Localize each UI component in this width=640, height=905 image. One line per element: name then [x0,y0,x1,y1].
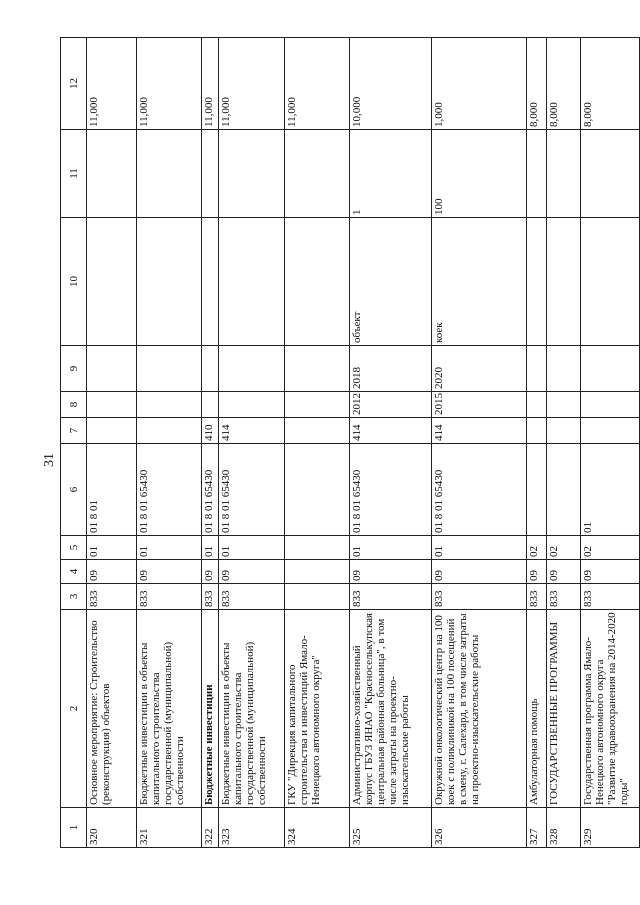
cell-col-7 [547,418,581,444]
cell-col-7: 414 [431,418,526,444]
cell-col-2: ГКУ "Дирекция капитального строительства и инвестиций Ямало-Ненецкого автономного округа" [284,610,350,808]
cell-col-8: 2012 [350,392,431,418]
cell-col-6: 01 8 01 65430 [431,444,526,536]
cell-col-6: 01 8 01 65430 [202,444,219,536]
cell-col-1: 322 [202,808,219,848]
table-row [547,38,581,848]
cell-col-2: Государственная программа Ямало-Ненецкого автономного округа "Развитие здравоохранения на 2014-2020 годы" [581,610,640,808]
cell-col-9 [547,346,581,392]
cell-col-10 [526,218,546,346]
cell-col-3: 833 [87,584,137,610]
cell-col-5: 02 [526,536,546,560]
cell-col-11: 1 [350,130,431,218]
cell-col-9 [136,346,202,392]
cell-col-4: 09 [581,560,640,584]
cell-col-6: 01 [581,444,640,536]
cell-col-4: 09 [136,560,202,584]
header-cell: 10 [61,218,87,346]
cell-col-5: 01 [350,536,431,560]
cell-col-3: 833 [202,584,219,610]
cell-col-3: 833 [431,584,526,610]
cell-col-7: 414 [219,418,285,444]
cell-col-12: 11,000 [136,38,202,130]
cell-col-3: 833 [581,584,640,610]
cell-col-9: 2018 [350,346,431,392]
cell-col-8 [136,392,202,418]
header-cell: 5 [61,536,87,560]
cell-col-4 [284,560,350,584]
cell-col-8 [547,392,581,418]
cell-col-9 [202,346,219,392]
table-row [526,38,546,848]
cell-col-10 [547,218,581,346]
table-row [431,38,526,848]
cell-col-8 [581,392,640,418]
cell-col-5: 02 [547,536,581,560]
header-cell: 7 [61,418,87,444]
header-cell: 3 [61,584,87,610]
cell-col-10: объект [350,218,431,346]
rotated-page [60,38,640,848]
header-cell: 2 [61,610,87,808]
cell-col-7 [526,418,546,444]
cell-col-1: 327 [526,808,546,848]
cell-col-3: 833 [547,584,581,610]
table-row [87,38,137,848]
table-stage [60,38,640,848]
cell-col-1: 326 [431,808,526,848]
header-cell: 11 [61,130,87,218]
cell-col-12: 8,000 [526,38,546,130]
cell-col-2: ГОСУДАРСТВЕННЫЕ ПРОГРАММЫ [547,610,581,808]
cell-col-11: 100 [431,130,526,218]
cell-col-4: 09 [431,560,526,584]
cell-col-12: 11,000 [219,38,285,130]
cell-col-5: 01 [87,536,137,560]
cell-col-12: 11,000 [87,38,137,130]
cell-col-9 [284,346,350,392]
cell-col-6: 01 8 01 65430 [350,444,431,536]
cell-col-4: 09 [87,560,137,584]
cell-col-9 [581,346,640,392]
header-cell: 6 [61,444,87,536]
cell-col-3: 833 [526,584,546,610]
table-row [581,38,640,848]
cell-col-6 [284,444,350,536]
table-row [202,38,219,848]
cell-col-8 [202,392,219,418]
budget-table [60,37,640,848]
header-cell: 8 [61,392,87,418]
cell-col-11 [219,130,285,218]
table-row [219,38,285,848]
cell-col-10 [136,218,202,346]
cell-col-11 [202,130,219,218]
cell-col-10 [202,218,219,346]
cell-col-11 [87,130,137,218]
cell-col-1: 325 [350,808,431,848]
cell-col-10 [219,218,285,346]
header-cell: 9 [61,346,87,392]
cell-col-9 [219,346,285,392]
cell-col-12: 8,000 [581,38,640,130]
cell-col-3: 833 [350,584,431,610]
cell-col-8 [87,392,137,418]
cell-col-12: 1,000 [431,38,526,130]
cell-col-8 [219,392,285,418]
cell-col-10: коек [431,218,526,346]
cell-col-5: 01 [219,536,285,560]
cell-col-1: 320 [87,808,137,848]
cell-col-5: 01 [202,536,219,560]
cell-col-1: 324 [284,808,350,848]
cell-col-6 [526,444,546,536]
cell-col-2: Бюджетные инвестиции в объекты капитального строительства государственной (муниципальной) собственности [136,610,202,808]
cell-col-7 [136,418,202,444]
cell-col-2: Окружной онкологический центр на 100 коек с поликлиникой на 100 посещений в смену, г. Салехард, в том числе затраты на проектно-изыскательские работы [431,610,526,808]
cell-col-1: 323 [219,808,285,848]
header-row [61,38,87,848]
cell-col-11 [136,130,202,218]
cell-col-10 [87,218,137,346]
cell-col-2: Амбулаторная помощь [526,610,546,808]
table-row [136,38,202,848]
cell-col-9 [87,346,137,392]
table-row [284,38,350,848]
cell-col-5: 01 [136,536,202,560]
cell-col-4: 09 [526,560,546,584]
cell-col-12: 10,000 [350,38,431,130]
cell-col-6: 01 8 01 65430 [219,444,285,536]
header-cell: 4 [61,560,87,584]
cell-col-12: 11,000 [202,38,219,130]
cell-col-9 [526,346,546,392]
cell-col-1: 328 [547,808,581,848]
header-cell: 1 [61,808,87,848]
cell-col-8 [526,392,546,418]
cell-col-6 [547,444,581,536]
cell-col-7 [87,418,137,444]
page-number: 31 [42,453,57,467]
cell-col-4: 09 [547,560,581,584]
cell-col-1: 321 [136,808,202,848]
cell-col-7 [581,418,640,444]
header-cell: 12 [61,38,87,130]
cell-col-12: 11,000 [284,38,350,130]
cell-col-2: Бюджетные инвестиции [202,610,219,808]
cell-col-1: 329 [581,808,640,848]
cell-col-11 [547,130,581,218]
cell-col-6: 01 8 01 65430 [136,444,202,536]
cell-col-9: 2020 [431,346,526,392]
cell-col-3: 833 [136,584,202,610]
cell-col-10 [284,218,350,346]
cell-col-6: 01 8 01 [87,444,137,536]
cell-col-2: Основное мероприятие: Строительство (реконструкция) объектов [87,610,137,808]
cell-col-4: 09 [219,560,285,584]
cell-col-4: 09 [202,560,219,584]
cell-col-11 [284,130,350,218]
cell-col-10 [581,218,640,346]
cell-col-4: 09 [350,560,431,584]
cell-col-2: Бюджетные инвестиции в объекты капитального строительства государственной (муниципальной) собственности [219,610,285,808]
cell-col-7 [284,418,350,444]
cell-col-3 [284,584,350,610]
cell-col-8: 2015 [431,392,526,418]
cell-col-8 [284,392,350,418]
table-row [350,38,431,848]
cell-col-11 [581,130,640,218]
cell-col-11 [526,130,546,218]
cell-col-7: 414 [350,418,431,444]
cell-col-2: Административно-хозяйственный корпус ГБУЗ ЯНАО "Красноселькупская центральная районная больница", в том числе затраты на проектно-изыскательские работы [350,610,431,808]
cell-col-5: 01 [431,536,526,560]
cell-col-3: 833 [219,584,285,610]
cell-col-12: 8,000 [547,38,581,130]
cell-col-7: 410 [202,418,219,444]
cell-col-5: 02 [581,536,640,560]
cell-col-5 [284,536,350,560]
